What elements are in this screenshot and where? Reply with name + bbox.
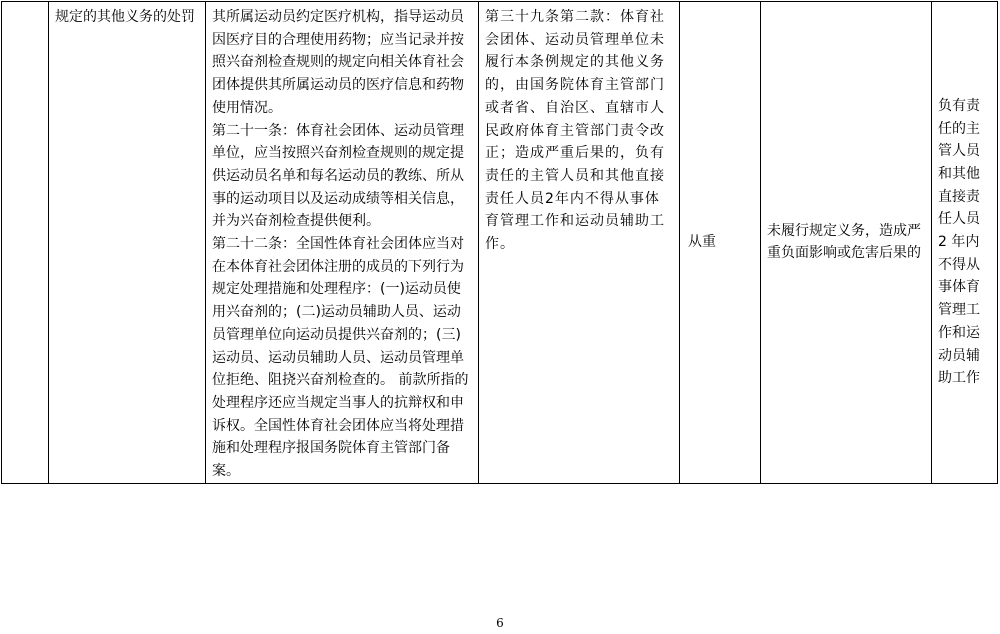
penalty-standard-cell: 负有责任的主管人员和其他直接责任人员 2 年内不得从事体育管理工作和运动员辅助工作 xyxy=(932,2,998,484)
sequence-cell xyxy=(2,2,49,484)
discretion-level-cell: 从重 xyxy=(680,2,761,484)
page-number: 6 xyxy=(496,616,504,630)
violation-item-cell: 规定的其他义务的处罚 xyxy=(49,2,206,484)
table-row xyxy=(2,2,998,484)
legal-basis-paragraph: 第二十一条：体育社会团体、运动员管理单位，应当按照兴奋剂检查规则的规定提供运动员名单和每名运动员的教练、所从事的运动项目以及运动成绩等相关信息，并为兴奋剂检查提供便利。 xyxy=(212,122,464,230)
legal-basis-cell xyxy=(206,2,479,484)
penalty-standards-table xyxy=(1,1,998,484)
circumstance-cell: 未履行规定义务，造成严重负面影响或危害后果的 xyxy=(761,2,932,484)
penalty-provision-cell: 第三十九条第二款：体育社会团体、运动员管理单位未履行本条例规定的其他义务的，由国务院体育主管部门或者省、自治区、直辖市人民政府体育主管部门责令改正；造成严重后果的，负有责任的主管人员和其他直接责任人员2年内不得从事体育管理工作和运动员辅助工作。 xyxy=(479,2,680,484)
legal-basis-paragraph: 其所属运动员约定医疗机构，指导运动员因医疗目的合理使用药物；应当记录并按照兴奋剂检查规则的规定向相关体育社会团体提供其所属运动员的医疗信息和药物使用情况。 xyxy=(212,9,464,116)
legal-basis-paragraph: 第二十二条：全国性体育社会团体应当对在本体育社会团体注册的成员的下列行为规定处理措施和处理程序：(一)运动员使用兴奋剂的；(二)运动员辅助人员、运动员管理单位向运动员提供兴奋剂的；(三)运动员、运动员辅助人员、运动员管理单位拒绝、阻挠兴奋剂检查的。 前款所指的处理程序还应当规定当事人的抗辩权和申诉权。全国性体育社会团体应当将处理措施和处理程序报国务院体育主管部门备案。 xyxy=(212,236,469,480)
